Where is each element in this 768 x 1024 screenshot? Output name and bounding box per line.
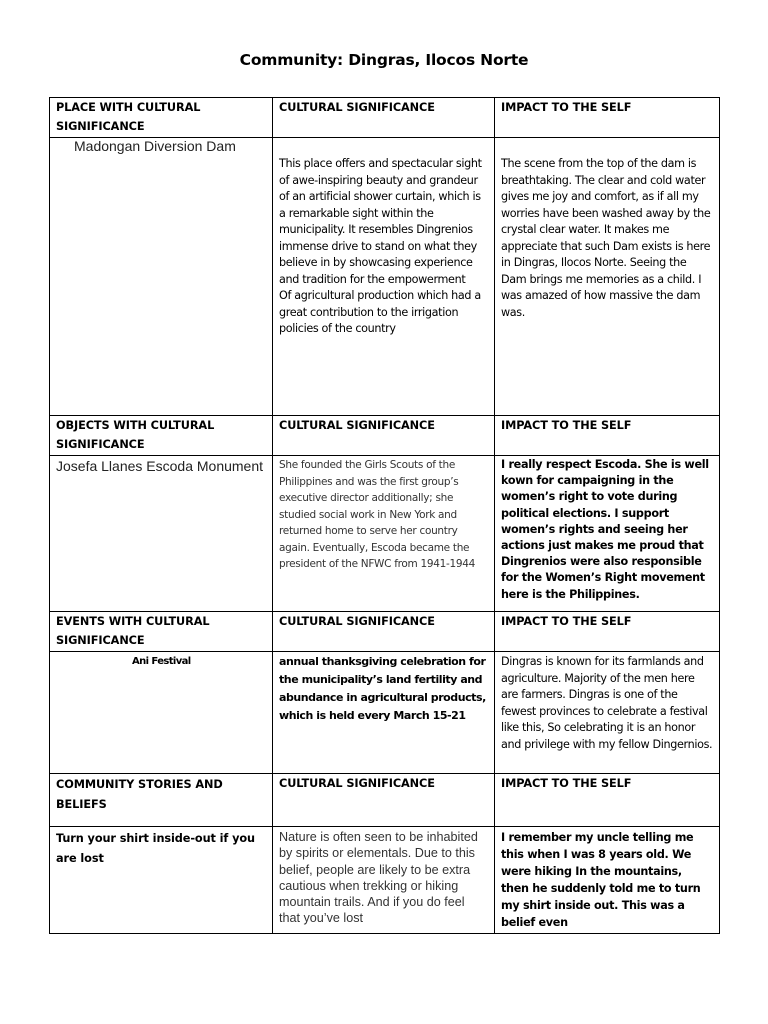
place-significance: This place offers and spectacular sight of awe-inspiring beauty and grandeur of an artificial shower curtain, which is a remarkable sight within the municipality. It resembles Dingrenios immense drive to stand on what they believe in by showcasing experience and tradition for the empowerment xyxy=(279,157,482,286)
story-name-cell xyxy=(50,827,273,934)
table-row xyxy=(50,774,720,827)
impact-header: IMPACT TO THE SELF xyxy=(495,98,720,138)
impact-header: IMPACT TO THE SELF xyxy=(495,612,720,652)
impact-header: IMPACT TO THE SELF xyxy=(495,774,720,827)
object-name: Josefa Llanes Escoda Monument xyxy=(56,458,264,474)
table-row xyxy=(50,612,720,652)
object-impact: I really respect Escoda. She is well kown for campaigning in the women’s right to vote during political elections. I support women’s rights and seeing her actions just makes me proud that Dingrenios were also responsible for the Women’s Right movement here is the Philippines. xyxy=(501,458,709,601)
table-row xyxy=(50,138,720,416)
table-row xyxy=(50,652,720,774)
event-impact: Dingras is known for its farmlands and agriculture. Majority of the men here are farmers. Dingras is one of the fewest provinces to celebrate a festival like this, So celebrating it is an honor and privilege with my fellow Dingernios. xyxy=(501,655,713,751)
object-impact-cell xyxy=(495,456,720,612)
story-name: Turn your shirt inside-out if you are lost xyxy=(56,832,255,865)
place-significance-continued: Of agricultural production which had a great contribution to the irrigation policies of the country xyxy=(279,289,481,335)
event-name: Ani Festival xyxy=(132,656,191,667)
place-name: Madongan Diversion Dam xyxy=(74,138,236,154)
place-name-cell xyxy=(50,138,273,416)
event-significance-cell xyxy=(273,652,495,774)
table-row xyxy=(50,416,720,456)
cultural-significance-header: CULTURAL SIGNIFICANCE xyxy=(273,612,495,652)
table-row xyxy=(50,98,720,138)
story-significance-cell xyxy=(273,827,495,934)
object-significance-cell xyxy=(273,456,495,612)
place-impact-cell xyxy=(495,138,720,416)
event-name-cell xyxy=(50,652,273,774)
cultural-significance-header: CULTURAL SIGNIFICANCE xyxy=(273,98,495,138)
event-impact-cell xyxy=(495,652,720,774)
story-impact-cell xyxy=(495,827,720,934)
stories-header: COMMUNITY STORIES AND BELIEFS xyxy=(50,774,273,827)
object-name-cell xyxy=(50,456,273,612)
event-significance: annual thanksgiving celebration for the municipality’s land fertility and abundance in agricultural products, which is held every March 15-21 xyxy=(279,655,486,722)
objects-header: OBJECTS WITH CULTURAL SIGNIFICANCE xyxy=(50,416,273,456)
culture-table xyxy=(49,97,720,934)
impact-header: IMPACT TO THE SELF xyxy=(495,416,720,456)
cultural-significance-header: CULTURAL SIGNIFICANCE xyxy=(273,416,495,456)
story-impact: I remember my uncle telling me this when I was 8 years old. We were hiking In the mountains, then he suddenly told me to turn my shirt inside out. This was a belief even xyxy=(501,831,701,929)
object-significance: She founded the Girls Scouts of the Philippines and was the first group’s executive director additionally; she studied social work in New York and returned home to serve her country again. Eventually, Escoda became the president of the NFWC from 1941-1944 xyxy=(279,459,476,570)
place-impact: The scene from the top of the dam is breathtaking. The clear and cold water gives me joy and comfort, as if all my worries have been washed away by the crystal clear water. It makes me appreciate that such Dam exists is here in Dingras, Ilocos Norte. Seeing the Dam brings me memories as a child. I was amazed of how massive the dam was. xyxy=(501,157,711,319)
place-significance-cell xyxy=(273,138,495,416)
table-row xyxy=(50,827,720,934)
place-header: PLACE WITH CULTURAL SIGNIFICANCE xyxy=(50,98,273,138)
cultural-significance-header: CULTURAL SIGNIFICANCE xyxy=(273,774,495,827)
events-header: EVENTS WITH CULTURAL SIGNIFICANCE xyxy=(50,612,273,652)
document-title: Community: Dingras, Ilocos Norte xyxy=(239,51,529,69)
table-row xyxy=(50,456,720,612)
story-significance: Nature is often seen to be inhabited by spirits or elementals. Due to this belief, people are likely to be extra cautious when trekking or hiking mountain trails. And if you do feel that you’ve lost xyxy=(279,830,478,926)
